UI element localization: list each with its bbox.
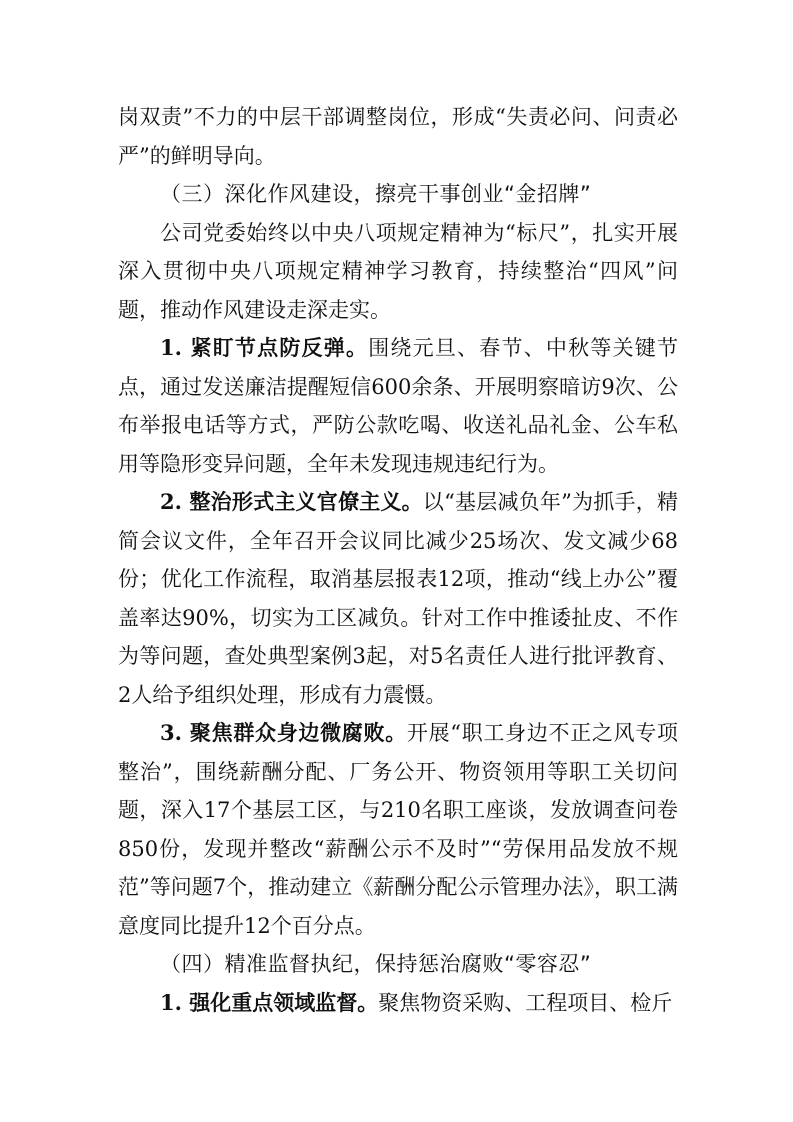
item-text: 开展“职工身边不正之风专项整治”，围绕薪酬分配、厂务公开、物资领用等职工关切问题，深入17个基层工区，与210名职工座谈，发放调查问卷850份，发现并整改“薪酬公示不及时”“劳保用品发放不规范”等问题7个，推动建立《薪酬分配公示管理办法》，职工满意度同比提升12个百分点。 <box>118 721 678 938</box>
item-text: 围绕元旦、春节、中秋等关键节点，通过发送廉洁提醒短信600余条、开展明察暗访9次、公布举报电话等方式，严防公款吃喝、收送礼品礼金、公车私用等隐形变异问题，全年未发现违规违纪行为。 <box>118 336 679 476</box>
heading-text: （四）精准监督执纪，保持惩治腐败“零容忍” <box>160 952 592 976</box>
item-lead: 3. 聚焦群众身边微腐败。 <box>160 720 407 745</box>
paragraph-text: 公司党委始终以中央八项规定精神为“标尺”，扎实开展深入贯彻中央八项规定精神学习教育，持续整治“四风”问题，推动作风建设走深走实。 <box>118 220 678 322</box>
item-text: 聚焦物资采购、工程项目、检斤 <box>378 990 673 1015</box>
heading-text: （三）深化作风建设，擦亮干事创业“金招牌” <box>160 182 592 206</box>
item-text: 以“基层减负年”为抓手，精简会议文件，全年召开会议同比减少25场次、发文减少68份；优化工作流程，取消基层报表12项，推动“线上办公”覆盖率达90%，切实为工区减负。针对工作中推诿扯皮、不作为等问题，查处典型案例3起，对5名责任人进行批评教育、2人给予组织处理，形成有力震慑。 <box>118 490 678 707</box>
item-lead: 1. 紧盯节点防反弹。 <box>160 335 369 360</box>
item-lead: 2. 整治形式主义官僚主义。 <box>160 489 423 514</box>
list-item-1 <box>118 329 678 483</box>
list-item-3 <box>118 714 678 945</box>
list-item-2 <box>118 483 678 714</box>
paragraph-text: 岗双责”不力的中层干部调整岗位，形成“失责必问、问责必严”的鲜明导向。 <box>118 105 678 168</box>
section-heading-4 <box>118 945 678 984</box>
continuation-paragraph <box>118 98 678 175</box>
section-heading-3 <box>118 175 678 214</box>
item-lead: 1. 强化重点领域监督。 <box>160 989 379 1015</box>
list-item-4-1 <box>118 984 678 1023</box>
body-paragraph <box>118 214 678 330</box>
document-body <box>118 98 678 1022</box>
